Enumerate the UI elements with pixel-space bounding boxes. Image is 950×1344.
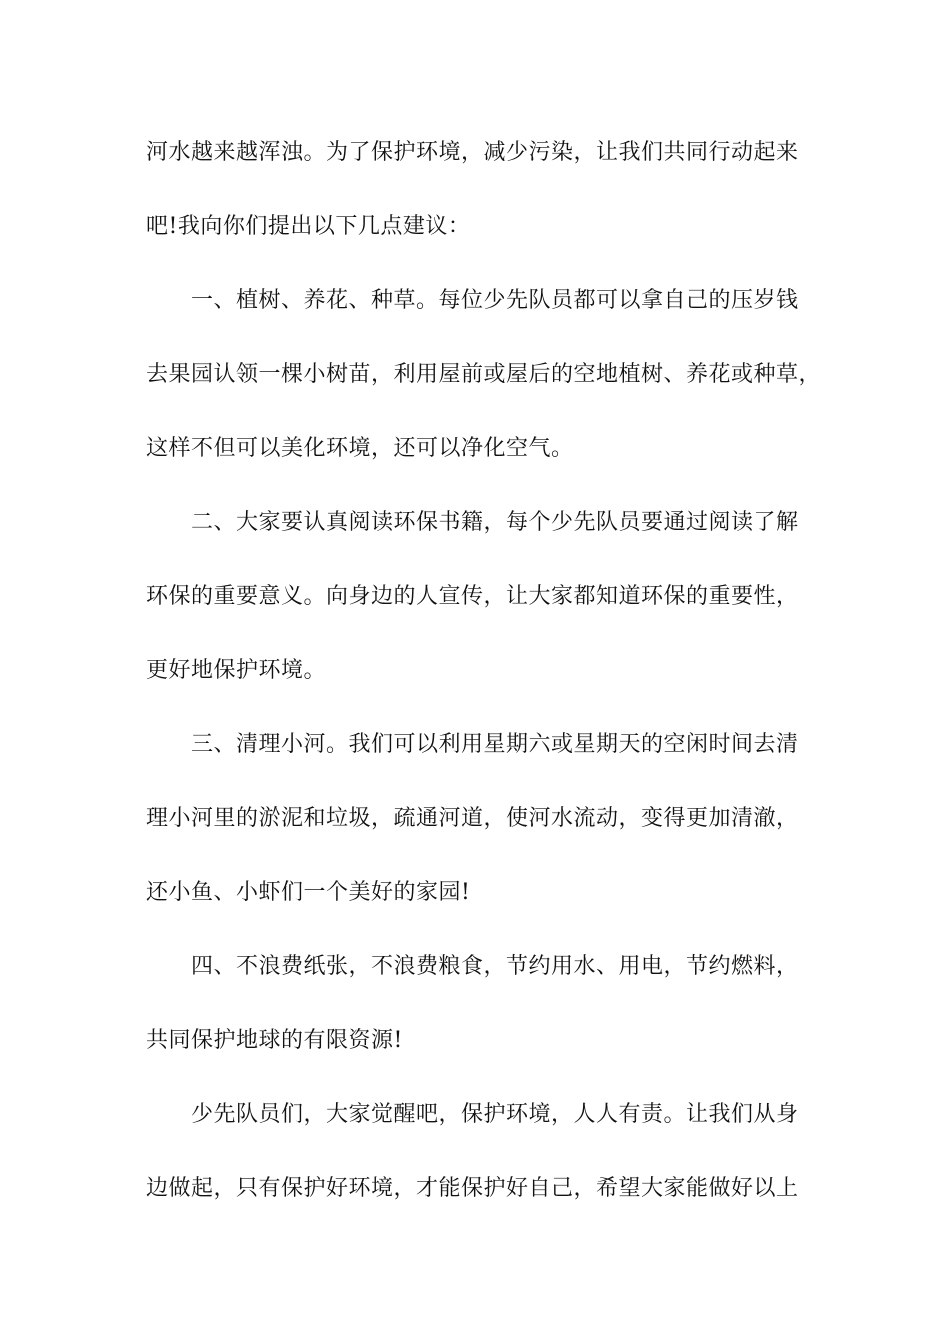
text-line: 这样不但可以美化环境，还可以净化空气。 bbox=[146, 436, 574, 461]
text-line: 理小河里的淤泥和垃圾，疏通河道，使河水流动，变得更加清澈， bbox=[146, 806, 799, 831]
paragraph-5-start: 少先队员们，大家觉醒吧，保护环境，人人有责。让我们从身 bbox=[191, 1102, 799, 1127]
text-line: 去果园认领一棵小树苗，利用屋前或屋后的空地植树、养花或种草， bbox=[146, 362, 822, 387]
paragraph-4-start: 四、不浪费纸张，不浪费粮食，节约用水、用电，节约燃料， bbox=[191, 954, 799, 979]
paragraph-3-start: 三、清理小河。我们可以利用星期六或星期天的空闲时间去清 bbox=[191, 732, 799, 757]
paragraph-2-start: 二、大家要认真阅读环保书籍，每个少先队员要通过阅读了解 bbox=[191, 510, 799, 535]
text-line: 吧!我向你们提出以下几点建议： bbox=[146, 214, 471, 239]
paragraph-1-start: 一、植树、养花、种草。每位少先队员都可以拿自己的压岁钱 bbox=[191, 288, 799, 313]
text-line: 还小鱼、小虾们一个美好的家园! bbox=[146, 880, 471, 905]
text-line: 河水越来越浑浊。为了保护环境，减少污染，让我们共同行动起来 bbox=[146, 140, 799, 165]
text-line: 边做起，只有保护好环境，才能保护好自己，希望大家能做好以上 bbox=[146, 1176, 799, 1201]
text-line: 共同保护地球的有限资源! bbox=[146, 1028, 403, 1053]
text-line: 更好地保护环境。 bbox=[146, 658, 327, 683]
text-line: 环保的重要意义。向身边的人宣传，让大家都知道环保的重要性， bbox=[146, 584, 799, 609]
